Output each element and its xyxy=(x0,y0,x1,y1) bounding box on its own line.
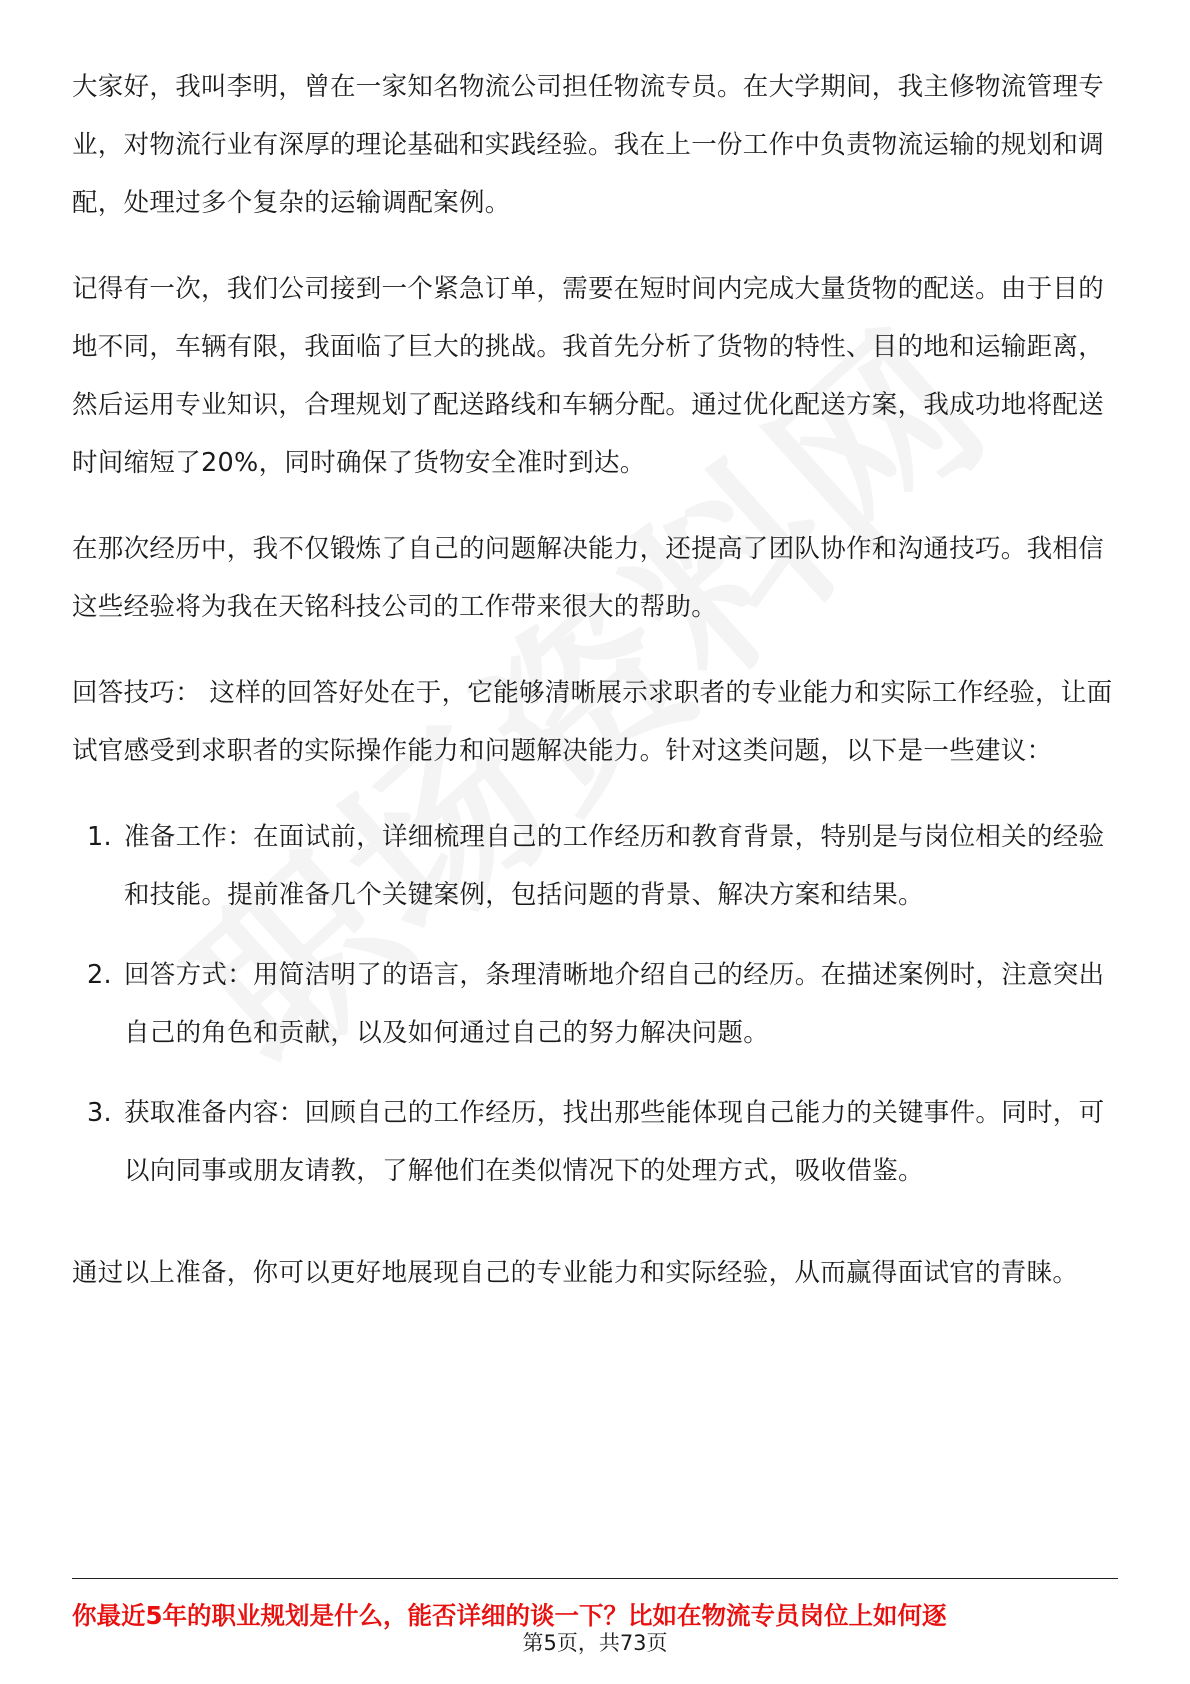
page-number: 第5页，共73页 xyxy=(522,1631,668,1655)
next-question-heading: 你最近5年的职业规划是什么，能否详细的谈一下？比如在物流专员岗位上如何逐 xyxy=(72,1601,947,1630)
list-item-text: 获取准备内容：回顾自己的工作经历，找出那些能体现自己能力的关键事件。同时，可以向同事或朋友请教，了解他们在类似情况下的处理方式，吸收借鉴。 xyxy=(124,1098,1105,1186)
list-item-text: 准备工作：在面试前，详细梳理自己的工作经历和教育背景，特别是与岗位相关的经验和技能。提前准备几个关键案例，包括问题的背景、解决方案和结果。 xyxy=(124,822,1105,910)
conclusion-paragraph: 通过以上准备，你可以更好地展现自己的专业能力和实际经验，从而赢得面试官的青睐。 xyxy=(72,1258,1079,1288)
list-item xyxy=(72,808,1122,924)
reflection-paragraph: 在那次经历中，我不仅锻炼了自己的问题解决能力，还提高了团队协作和沟通技巧。我相信这些经验将为我在天铭科技公司的工作带来很大的帮助。 xyxy=(72,534,1105,622)
list-number: 3. xyxy=(87,1098,112,1128)
list-number: 1. xyxy=(87,822,112,852)
document-body xyxy=(72,58,1122,1302)
answer-tips-paragraph: 回答技巧： 这样的回答好处在于，它能够清晰展示求职者的专业能力和实际工作经验，让面试官感受到求职者的实际操作能力和问题解决能力。针对这类问题，以下是一些建议： xyxy=(72,678,1113,766)
experience-paragraph: 记得有一次，我们公司接到一个紧急订单，需要在短时间内完成大量货物的配送。由于目的地不同，车辆有限，我面临了巨大的挑战。我首先分析了货物的特性、目的地和运输距离，然后运用专业知识，合理规划了配送路线和车辆分配。通过优化配送方案，我成功地将配送时间缩短了20%，同时确保了货物安全准时到达。 xyxy=(72,274,1105,478)
divider xyxy=(72,1578,1118,1579)
list-item xyxy=(72,946,1122,1062)
tips-list xyxy=(72,808,1122,1200)
intro-paragraph: 大家好，我叫李明，曾在一家知名物流公司担任物流专员。在大学期间，我主修物流管理专业，对物流行业有深厚的理论基础和实践经验。我在上一份工作中负责物流运输的规划和调配，处理过多个复杂的运输调配案例。 xyxy=(72,72,1105,218)
list-item-text: 回答方式：用简洁明了的语言，条理清晰地介绍自己的经历。在描述案例时，注意突出自己的角色和贡献，以及如何通过自己的努力解决问题。 xyxy=(124,960,1105,1048)
list-item xyxy=(72,1084,1122,1200)
list-number: 2. xyxy=(87,960,112,990)
